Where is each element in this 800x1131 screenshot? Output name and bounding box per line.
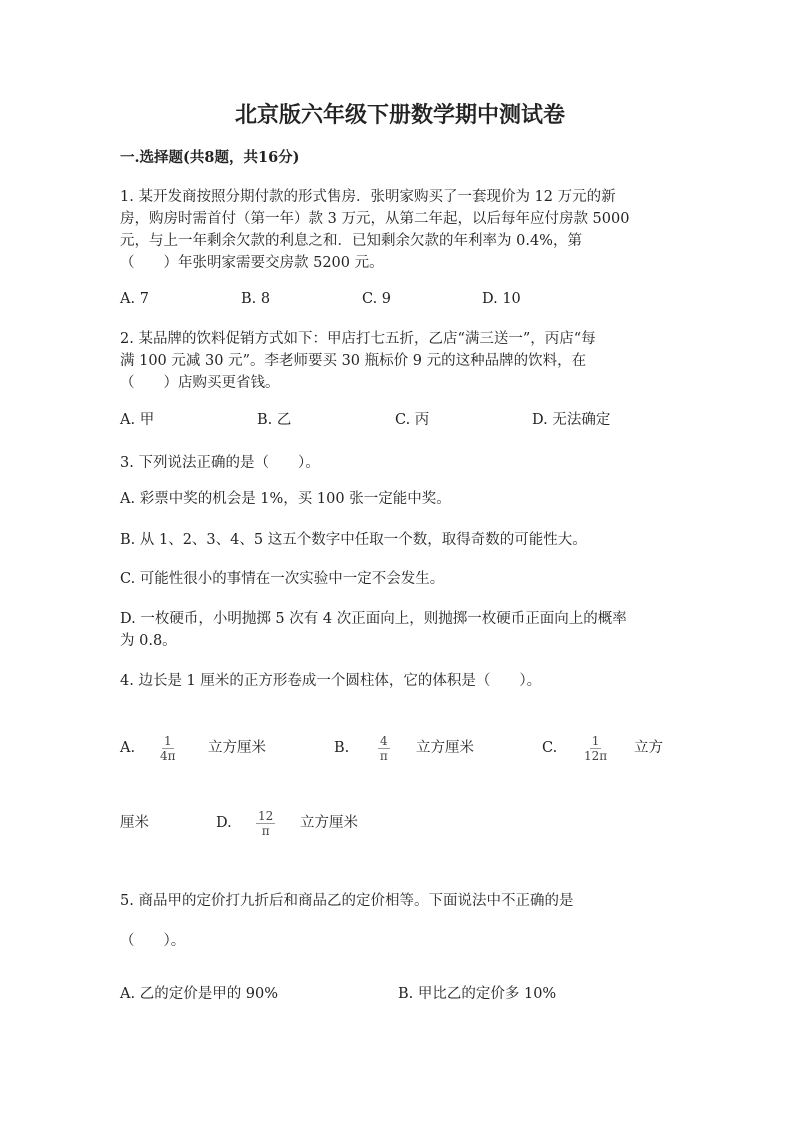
q5-option-a: A. 乙的定价是甲的 90% [120,986,279,1002]
section-heading: 一.选择题(共8题，共16分) [120,149,300,166]
q2-option-c: C. 丙 [395,412,430,428]
q4-option-b-unit: 立方厘米 [416,740,474,756]
q3-option-a: A. 彩票中奖的机会是 1%，买 100 张一定能中奖。 [120,491,451,507]
q1-option-d: D. 10 [482,291,521,307]
q1-option-a: A. 7 [120,291,149,307]
question-3-text: 3. 下列说法正确的是（ ）。 [120,455,320,471]
q4-option-c-unit-wrap: 厘米 [120,815,149,831]
q3-option-d: D. 一枚硬币，小明抛掷 5 次有 4 次正面向上，则抛掷一枚硬币正面向上的概率 [120,611,627,627]
q4-option-d-label: D. [216,815,232,831]
question-2-text: 2. 某品牌的饮料促销方式如下：甲店打七五折，乙店“满三送一”，丙店“每 [120,331,596,347]
q3-option-d-cont: 为 0.8。 [120,633,177,649]
q4-option-d-unit: 立方厘米 [300,815,358,831]
denominator: π [261,824,270,838]
q3-option-c: C. 可能性很小的事情在一次实验中一定不会发生。 [120,571,445,587]
question-1-text: 1. 某开发商按照分期付款的形式售房．张明家购买了一套现价为 12 万元的新 [120,189,616,205]
numerator: 4 [380,734,388,748]
question-1-text: 房，购房时需首付（第一年）款 3 万元，从第二年起，以后每年应付房款 5000 [120,211,630,227]
q1-option-b: B. 8 [241,291,271,307]
numerator: 12 [258,809,274,823]
q4-option-d-fraction [256,809,275,838]
q4-option-c-label: C. [542,740,558,756]
question-5-text: （ ）。 [120,933,186,949]
q4-option-a-unit: 立方厘米 [208,740,266,756]
denominator: 4π [160,749,176,763]
numerator: 1 [591,734,600,748]
question-2-text: 满 100 元减 30 元”。李老师要买 30 瓶标价 9 元的这种品牌的饮料，在 [120,353,587,369]
question-1-text: 元，与上一年剩余欠款的利息之和．已知剩余欠款的年利率为 0.4%，第 [120,233,582,249]
denominator: π [379,749,388,763]
q4-option-b-fraction [378,734,390,763]
question-5-text: 5. 商品甲的定价打九折后和商品乙的定价相等。下面说法中不正确的是 [120,893,574,909]
q2-option-d: D. 无法确定 [532,412,611,428]
q1-option-c: C. 9 [362,291,392,307]
question-1-text: （ ）年张明家需要交房款 5200 元。 [120,255,384,271]
question-2-text: （ ）店购买更省钱。 [120,375,280,391]
q5-option-b: B. 甲比乙的定价多 10% [398,986,557,1002]
page-title: 北京版六年级下册数学期中测试卷 [234,102,565,128]
q4-option-c-unit: 立方 [634,740,663,756]
denominator: 12π [584,749,608,763]
q2-option-a: A. 甲 [120,412,155,428]
numerator: 1 [163,734,172,748]
q2-option-b: B. 乙 [257,412,292,428]
q4-option-c-fraction [584,734,607,763]
question-4-text: 4. 边长是 1 厘米的正方形卷成一个圆柱体，它的体积是（ ）。 [120,673,542,689]
q4-option-a-label: A. [120,740,136,756]
q3-option-b: B. 从 1、2、3、4、5 这五个数字中任取一个数，取得奇数的可能性大。 [120,532,587,548]
q4-option-a-fraction [160,734,176,763]
q4-option-b-label: B. [334,740,350,756]
